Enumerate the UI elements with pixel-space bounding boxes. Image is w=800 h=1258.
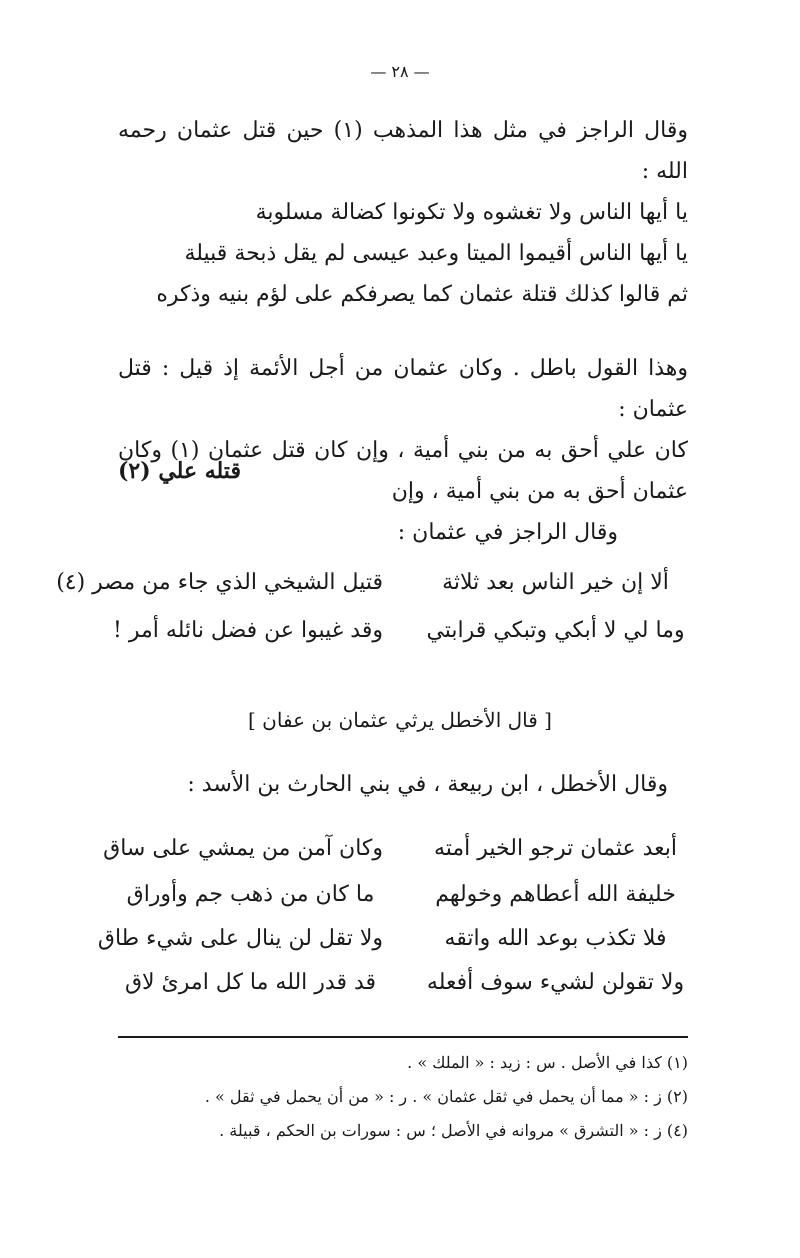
footnote: (١) كذا في الأصل . س : زيد : « الملك » . <box>407 1053 688 1072</box>
verse-second-hemistich: ولا تقل لن ينال على شيء طاق <box>97 926 383 951</box>
footnotes <box>118 1046 688 1148</box>
section-heading: [ قال الأخطل يرثي عثمان بن عفان ] <box>248 708 552 732</box>
verse-first-hemistich: فلا تكذب بوعد الله واتقه <box>444 926 667 951</box>
paragraph-tail: قتله علي (٢) <box>118 458 241 484</box>
paragraph-line: وقال الراجز في مثل هذا المذهب (١) حين قتل عثمان رحمه الله : <box>118 118 688 184</box>
verse-first-hemistich: ألا إن خير الناس بعد ثلاثة <box>442 570 669 595</box>
verse-first-hemistich: خليفة الله أعطاهم وخولهم <box>435 882 676 907</box>
verse-intro: وقال الراجز في عثمان : <box>397 520 618 545</box>
paragraph-line: ثم قالوا كذلك قتلة عثمان كما يصرفكم على لؤم بنيه وذكره <box>156 282 688 307</box>
paragraph-1 <box>118 110 688 315</box>
verse-line <box>118 970 688 995</box>
paragraph-line: يا أيها الناس أقيموا الميتا وعبد عيسى لم يقل ذبحة قبيلة <box>184 241 688 266</box>
verse-second-hemistich: قد قدر الله ما كل امرئ لاق <box>124 970 377 995</box>
verse-line <box>113 618 688 643</box>
verse-first-hemistich: ولا تقولن لشيء سوف أفعله <box>426 970 685 995</box>
verse-line <box>56 570 688 595</box>
footnote: (٤) ز : « التشرق » مروانه في الأصل ؛ س : سورات بن الحكم ، قبيلة . <box>219 1121 688 1140</box>
paragraph-line: يا أيها الناس ولا تغشوه ولا تكونوا كضالة مسلوبة <box>255 200 688 225</box>
paragraph-2 <box>118 348 688 512</box>
verse-line <box>103 836 688 861</box>
paragraph-line: كان علي أحق به من بني أمية ، وإن كان قتل عثمان (١) وكان عثمان أحق به من بني أمية ، وإن <box>118 438 688 504</box>
verse-line <box>97 926 688 951</box>
verse-first-hemistich: وما لي لا أبكي وتبكي قرابتي <box>426 618 685 643</box>
footnote: (٢) ز : « مما أن يحمل في ثقل عثمان » . ر : « من أن يحمل في ثقل » . <box>204 1087 688 1106</box>
verse-second-hemistich: وقد غيبوا عن فضل نائله أمر ! <box>113 618 383 643</box>
footnote-divider <box>118 1036 688 1038</box>
verse-second-hemistich: وكان آمن من يمشي على ساق <box>103 836 383 861</box>
verse-intro: وقال الأخطل ، ابن ربيعة ، في بني الحارث بن الأسد : <box>187 772 668 797</box>
verse-line <box>118 882 688 907</box>
verse-second-hemistich: قتيل الشيخي الذي جاء من مصر (٤) <box>56 570 383 595</box>
verse-first-hemistich: أبعد عثمان ترجو الخير أمته <box>433 836 678 861</box>
verse-second-hemistich: ما كان من ذهب جم وأوراق <box>126 882 375 907</box>
page-number: — ٢٨ — <box>370 62 430 81</box>
paragraph-line: وهذا القول باطل . وكان عثمان من أجل الأئمة إذ قيل : قتل عثمان : <box>118 356 688 422</box>
